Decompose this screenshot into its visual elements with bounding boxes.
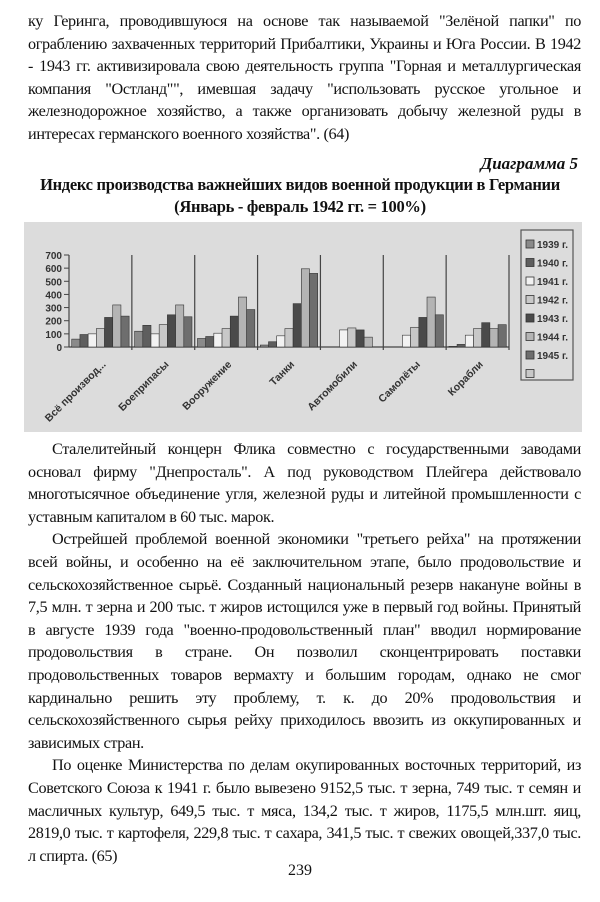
bar (427, 297, 435, 347)
x-category-label: Корабли (445, 358, 486, 399)
bar (364, 337, 372, 347)
paragraph-3: По оценке Министерства по делам окупированных восточных территорий, из Советского Союза к 1941 г. было вывезено 9152,5 тыс. т зерна, 749 тыс. т семян и масличных культур, 649,5 тыс. т мяса, 134,2 тыс. т жиров, 1175,5 млн.шт. яиц, 2819,0 тыс. т картофеля, 229,8 тыс. т сахара, 341,5 тыс. т свежих овощей,337,0 тыс. л спирта. (65) (28, 756, 581, 865)
top-paragraph: ку Геринга, проводившуюся на основе так называемой "Зелёной папки" по ограблению захваченных территорий Прибалтики, Украины и Юга России. В 1942 - 1943 гг. активизировала свою деятельность группа "Горная и металлургическая компания "Остланд"", имевшая задачу "использовать русское угольное и железнодорожное хозяйство, а также организовать добычу железной руды в интересах германского военного хозяйства". (64) (28, 12, 581, 143)
top-paragraph-block (28, 10, 581, 146)
y-tick-label: 100 (45, 329, 62, 341)
bar (222, 329, 230, 347)
y-tick-label: 500 (45, 277, 62, 289)
bar (482, 323, 490, 347)
bar (348, 328, 356, 347)
bar (301, 269, 309, 347)
paragraph-2: Острейшей проблемой военной экономики "третьего рейха" на протяжении всей войны, и особенно на её заключительном этапе, было продовольствие и сельскохозяйственное сырьё. Созданный национальный резерв накануне войны в 7,5 млн. т зерна и 200 тыс. т жиров истощился уже в первый год войны. Принятый в августе 1939 года "военно-продовольственный план" вводил нормирование продовольствия в стране. Он позволил сконцентрировать поставки продовольственных товаров вермахту и большим городам, однако не смог кардинально решить эту проблему, т. к. до 20% продовольствия и сельскохозяйственного сырья рейху приходилось ввозить из оккупированных и зависимых стран. (28, 530, 581, 752)
legend-swatch (526, 333, 534, 341)
bar (167, 315, 175, 347)
y-tick-label: 200 (45, 316, 62, 328)
legend-swatch (526, 351, 534, 359)
page-number: 239 (288, 862, 312, 879)
legend-label: 1943 г. (537, 314, 568, 325)
bar (184, 317, 192, 347)
bar (121, 316, 129, 347)
x-category-label: Всё производ... (42, 358, 109, 425)
legend-swatch (526, 296, 534, 304)
bar (277, 336, 285, 347)
bar (113, 305, 121, 347)
legend-label: 1939 г. (537, 240, 568, 251)
bar (260, 345, 268, 347)
legend-label: 1940 г. (537, 258, 568, 270)
bar (247, 310, 255, 347)
bar (135, 331, 143, 347)
chart-title-line2: (Январь - февраль 1942 гг. = 100%) (174, 197, 426, 216)
y-tick-label: 0 (56, 343, 62, 354)
bar (340, 330, 348, 347)
bar (269, 342, 277, 347)
bar (449, 346, 457, 347)
bar (402, 335, 410, 347)
bar (457, 344, 465, 347)
chart-title (0, 174, 600, 218)
bar (230, 316, 238, 347)
bar (72, 339, 80, 347)
legend-swatch (526, 314, 534, 322)
bar (356, 330, 364, 347)
bar (490, 329, 498, 347)
x-category-label: Танки (267, 358, 298, 389)
bar (88, 334, 96, 347)
bar-chart (24, 222, 582, 432)
x-category-label: Автомобили (305, 358, 360, 414)
y-tick-label: 400 (45, 290, 62, 302)
bar (435, 315, 443, 347)
legend-label: 1945 г. (537, 351, 568, 362)
legend-swatch (526, 259, 534, 267)
bar (214, 333, 222, 347)
legend-label: 1942 г. (537, 295, 568, 307)
x-category-label: Самолёты (376, 358, 423, 406)
legend-swatch (526, 277, 534, 285)
bar (473, 329, 481, 347)
bar (151, 334, 159, 347)
chart-canvas (24, 222, 582, 432)
legend-label: 1944 г. (537, 332, 568, 344)
bar (419, 317, 427, 347)
y-tick-label: 600 (45, 264, 62, 276)
bar (285, 329, 293, 347)
bar (159, 325, 167, 347)
bar (238, 297, 246, 347)
bar (498, 325, 506, 347)
bar (143, 325, 151, 347)
bar (105, 317, 113, 347)
y-tick-label: 300 (45, 303, 62, 315)
figure-label: Диаграмма 5 (480, 154, 578, 173)
paragraph-1: Сталелитейный концерн Флика совместно с государственными заводами основал фирму "Днепросталь". А под руководством Плейгера действовало многотысячное объединение угля, железной руды и литейной промышленности с уставным капиталом в 60 тыс. марок. (28, 440, 581, 526)
bar (96, 329, 104, 347)
bar (310, 273, 318, 347)
x-category-label: Вооружение (180, 358, 235, 413)
legend-swatch (526, 240, 534, 248)
bar (80, 335, 88, 347)
bar (197, 338, 205, 347)
bar (465, 335, 473, 347)
legend-swatch-empty (526, 370, 534, 378)
chart-title-line1: Индекс производства важнейших видов военной продукции в Германии (40, 175, 560, 194)
x-category-label: Боеприпасы (116, 358, 172, 414)
bar (176, 305, 184, 347)
bar (293, 304, 301, 347)
legend-label: 1941 г. (537, 277, 568, 288)
bar (206, 336, 214, 347)
y-tick-label: 700 (45, 251, 62, 262)
bar (411, 327, 419, 347)
bottom-text-block (28, 438, 581, 867)
